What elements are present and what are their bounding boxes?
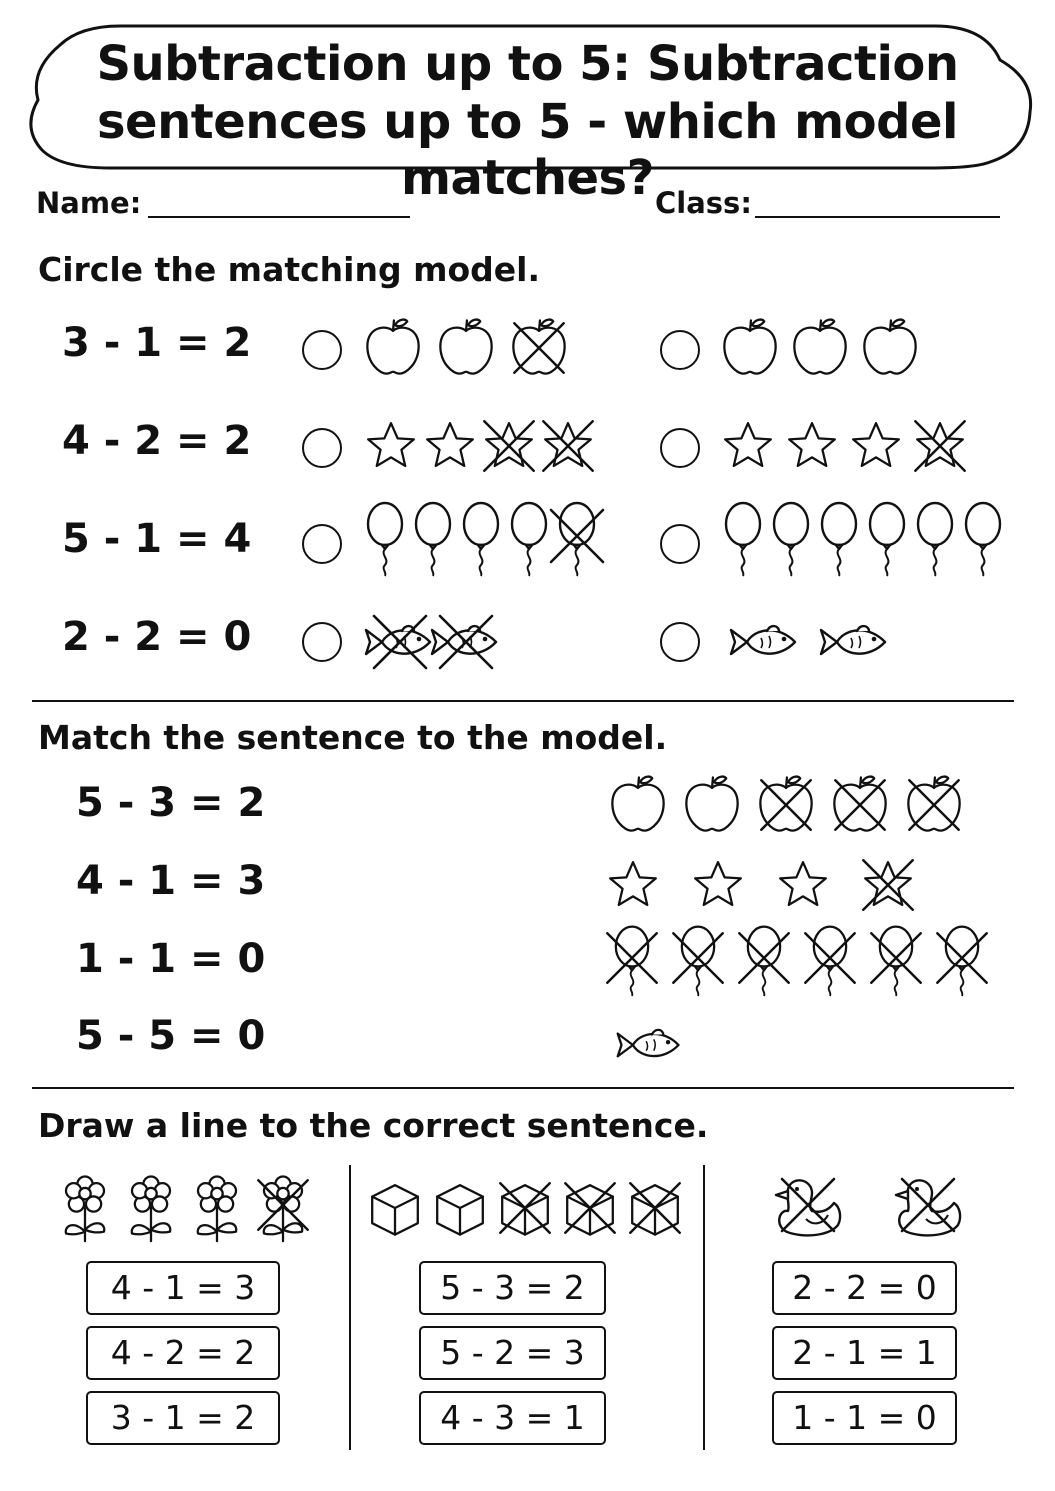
section-divider-1 <box>32 700 1014 702</box>
s1-row1-option-b-circle[interactable] <box>660 330 700 370</box>
s1-row1-option-a-circle[interactable] <box>302 330 342 370</box>
s2-model2-star-icon <box>610 862 656 905</box>
s1-row3-b-balloon-icon <box>774 503 808 576</box>
class-label: Class: <box>655 186 752 220</box>
cross-out-mark <box>863 860 912 909</box>
s1-row1-a-apple-icon <box>367 320 418 374</box>
s3-group1-choice-2[interactable]: 4 - 2 = 2 <box>86 1326 280 1380</box>
s2-model1-apple-icon-crossed <box>908 777 959 831</box>
s2-model1-apple-icon <box>686 777 737 831</box>
s1-row2-b-star-icon <box>789 423 835 466</box>
s2-model3-balloon-icon-crossed <box>937 927 986 996</box>
s2-sentence-3[interactable]: 1 - 1 = 0 <box>76 936 266 982</box>
page-title-line-1: Subtraction up to 5: Subtraction <box>96 36 959 92</box>
section1-instruction: Circle the matching model. <box>38 250 540 289</box>
s1-row3-b-balloon-icon <box>966 503 1000 576</box>
cross-out-mark <box>673 933 722 982</box>
s1-row4-a-fish-icon-crossed <box>432 616 496 668</box>
s3-group2-cube-icon <box>372 1185 418 1234</box>
s3-group3-choice-2[interactable]: 2 - 1 = 1 <box>772 1326 957 1380</box>
s1-row1-b-apple-icon <box>794 320 845 374</box>
s1-row3-b-balloon-icon <box>870 503 904 576</box>
cross-out-mark <box>440 616 492 668</box>
cross-out-mark <box>607 933 656 982</box>
s3-group2-cube-icon-crossed <box>630 1183 679 1234</box>
s1-row4-b-fish-icon <box>821 626 885 654</box>
s1-row3-a-balloon-icon-crossed <box>551 503 603 576</box>
s2-sentence-1[interactable]: 5 - 3 = 2 <box>76 780 266 826</box>
s2-model3-balloon-icon-crossed <box>739 927 788 996</box>
s2-model4-fish-icon <box>618 1030 679 1057</box>
cross-out-mark <box>500 1183 549 1232</box>
s1-row2-option-b-circle[interactable] <box>660 428 700 468</box>
s1-row2-a-star-icon <box>427 423 473 466</box>
s2-model2-star-icon <box>780 862 826 905</box>
s3-group3-choice-3[interactable]: 1 - 1 = 0 <box>772 1391 957 1445</box>
s2-model3-balloon-icon-crossed <box>607 927 656 996</box>
s3-group1-flower-icon <box>66 1177 104 1242</box>
cross-out-mark <box>909 780 958 829</box>
s3-group1-choice-1[interactable]: 4 - 1 = 3 <box>86 1261 280 1315</box>
cross-out-mark <box>551 510 603 562</box>
s1-row4-a-fish-icon-crossed <box>366 616 430 668</box>
cross-out-mark <box>805 933 854 982</box>
s2-model1-apple-icon-crossed <box>834 777 885 831</box>
s1-row1-a-apple-icon <box>440 320 491 374</box>
cross-out-mark <box>565 1183 614 1232</box>
s1-row2-a-star-icon <box>368 423 414 466</box>
s3-group2-cube-icon-crossed <box>565 1183 614 1234</box>
s3-group1-flower-icon-crossed <box>258 1177 307 1242</box>
s1-row3-b-balloon-icon <box>822 503 856 576</box>
s1-row4-b-fish-icon <box>731 626 795 654</box>
class-field[interactable] <box>755 216 1000 218</box>
cross-out-mark <box>782 1179 834 1231</box>
s1-row2-b-star-icon <box>725 423 771 466</box>
s1-row2-a-star-icon-crossed <box>484 421 533 470</box>
s3-group1-choice-3[interactable]: 3 - 1 = 2 <box>86 1391 280 1445</box>
s1-equation-2: 4 - 2 = 2 <box>62 418 252 464</box>
s1-row1-b-apple-icon <box>724 320 775 374</box>
column-divider-1 <box>349 1165 351 1450</box>
s2-model1-apple-icon <box>612 777 663 831</box>
s2-sentence-4[interactable]: 5 - 5 = 0 <box>76 1013 266 1059</box>
s3-group3-duck-icon-crossed <box>776 1179 840 1235</box>
s3-group2-cube-icon <box>437 1185 483 1234</box>
s1-row2-option-a-circle[interactable] <box>302 428 342 468</box>
s2-model3-balloon-icon-crossed <box>673 927 722 996</box>
s1-row3-b-balloon-icon <box>918 503 952 576</box>
s2-sentence-2[interactable]: 4 - 1 = 3 <box>76 858 266 904</box>
s1-row4-option-b-circle[interactable] <box>660 622 700 662</box>
cross-out-mark <box>902 1179 954 1231</box>
cross-out-mark <box>871 933 920 982</box>
s2-model3-balloon-icon-crossed <box>805 927 854 996</box>
s3-group2-choice-1[interactable]: 5 - 3 = 2 <box>419 1261 606 1315</box>
s1-row3-option-b-circle[interactable] <box>660 524 700 564</box>
s1-equation-1: 3 - 1 = 2 <box>62 320 252 366</box>
cross-out-mark <box>374 616 426 668</box>
s1-row1-a-apple-icon-crossed <box>513 320 564 374</box>
s3-group2-choice-2[interactable]: 5 - 2 = 3 <box>419 1326 606 1380</box>
s1-row3-a-balloon-icon <box>368 503 402 576</box>
s2-model1-apple-icon-crossed <box>760 777 811 831</box>
s1-equation-4: 2 - 2 = 0 <box>62 614 252 660</box>
s3-group2-choice-3[interactable]: 4 - 3 = 1 <box>419 1391 606 1445</box>
s1-row3-a-balloon-icon <box>464 503 498 576</box>
cross-out-mark <box>835 780 884 829</box>
s1-row3-option-a-circle[interactable] <box>302 524 342 564</box>
s1-row2-b-star-icon-crossed <box>915 421 964 470</box>
cross-out-mark <box>937 933 986 982</box>
name-field[interactable] <box>148 216 410 218</box>
cross-out-mark <box>630 1183 679 1232</box>
cross-out-mark <box>514 323 563 372</box>
s1-row2-b-star-icon <box>853 423 899 466</box>
s1-row1-b-apple-icon <box>864 320 915 374</box>
s1-row3-a-balloon-icon <box>416 503 450 576</box>
s2-model2-star-icon <box>695 862 741 905</box>
s3-group2-cube-icon-crossed <box>500 1183 549 1234</box>
s1-row2-a-star-icon-crossed <box>543 421 592 470</box>
cross-out-mark <box>484 421 533 470</box>
s3-group1-flower-icon <box>132 1177 170 1242</box>
s3-group1-flower-icon <box>198 1177 236 1242</box>
cross-out-mark <box>761 780 810 829</box>
s1-row4-option-a-circle[interactable] <box>302 622 342 662</box>
name-label: Name: <box>36 186 142 220</box>
cross-out-mark <box>543 421 592 470</box>
s2-model3-balloon-icon-crossed <box>871 927 920 996</box>
s1-equation-3: 5 - 1 = 4 <box>62 516 252 562</box>
s1-row3-a-balloon-icon <box>512 503 546 576</box>
section2-instruction: Match the sentence to the model. <box>38 718 668 757</box>
page-title-line-2: sentences up to 5 - which model matches? <box>96 94 959 206</box>
section-divider-2 <box>32 1087 1014 1089</box>
cross-out-mark <box>915 421 964 470</box>
section3-instruction: Draw a line to the correct sentence. <box>38 1106 709 1145</box>
cross-out-mark <box>258 1180 307 1229</box>
s3-group3-choice-1[interactable]: 2 - 2 = 0 <box>772 1261 957 1315</box>
column-divider-2 <box>703 1165 705 1450</box>
s3-group3-duck-icon-crossed <box>896 1179 960 1235</box>
cross-out-mark <box>739 933 788 982</box>
s1-row3-b-balloon-icon <box>726 503 760 576</box>
s2-model2-star-icon-crossed <box>863 860 912 909</box>
